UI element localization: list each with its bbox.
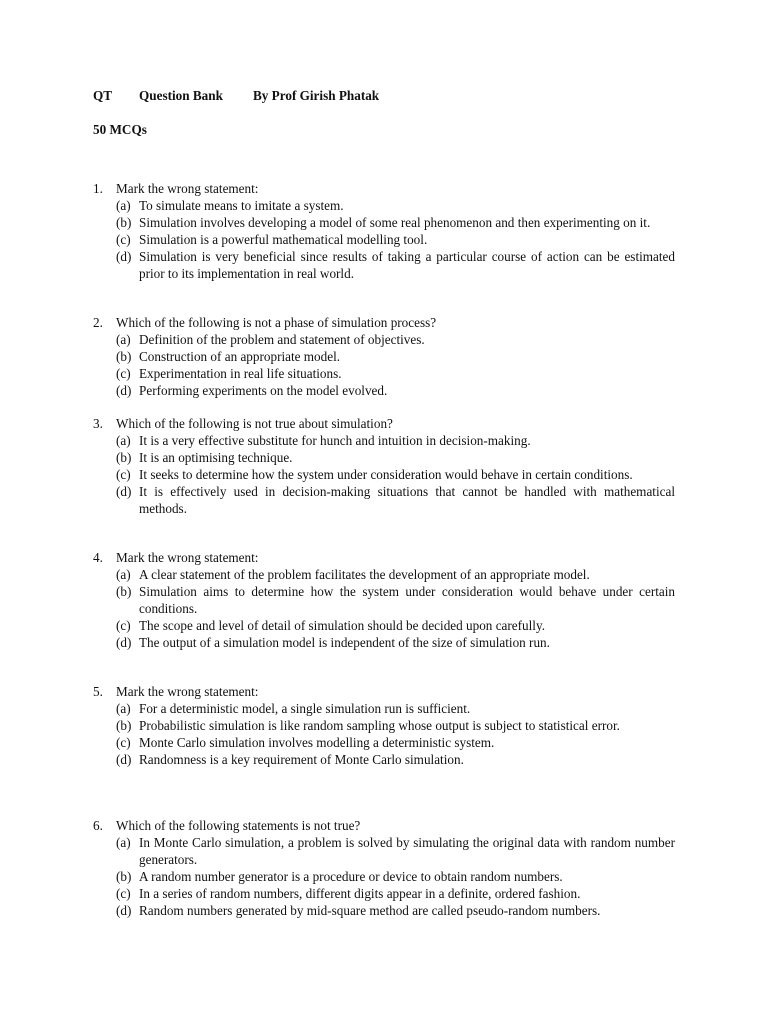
option-label: (a) [116,432,131,448]
question-text: Which of the following is not true about simulation? [116,416,393,431]
question-number: 3. [93,416,103,431]
option-d [93,903,675,920]
option-d [93,752,675,769]
header-subject: QT [93,88,113,103]
option-text: Simulation involves developing a model of some real phenomenon and then experimenting on it. [139,214,651,230]
question-1 [93,181,675,282]
option-label: (a) [116,834,131,850]
option-text: Probabilistic simulation is like random sampling whose output is subject to statistical error. [139,717,620,733]
option-label: (d) [116,751,132,767]
option-label: (c) [116,885,131,901]
option-c [93,618,675,635]
question-text: Mark the wrong statement: [116,181,259,196]
question-6 [93,818,675,919]
question-stem [93,818,675,835]
question-2 [93,315,675,400]
option-label: (d) [116,248,132,264]
question-stem [93,315,675,332]
option-label: (b) [116,449,132,465]
option-text: Monte Carlo simulation involves modelling a deterministic system. [139,734,495,750]
option-b [93,869,675,886]
option-a [93,701,675,718]
option-text: It is a very effective substitute for hunch and intuition in decision-making. [139,432,531,448]
question-5 [93,684,675,769]
option-a [93,332,675,349]
option-text: It is effectively used in decision-making situations that cannot be handled with mathematical methods. [139,483,675,516]
question-stem [93,181,675,198]
question-text: Which of the following statements is not true? [116,818,361,833]
option-label: (c) [116,365,131,381]
document-header [93,88,379,104]
option-b [93,718,675,735]
question-number: 6. [93,818,103,833]
question-3 [93,416,675,517]
question-number: 4. [93,550,103,565]
question-number: 5. [93,684,103,699]
question-4 [93,550,675,651]
question-number: 1. [93,181,103,196]
option-d [93,635,675,652]
question-stem [93,550,675,567]
option-text: Performing experiments on the model evolved. [139,382,388,398]
option-text: For a deterministic model, a single simulation run is sufficient. [139,700,471,716]
header-author: By Prof Girish Phatak [253,88,380,103]
option-label: (d) [116,483,132,499]
option-text: The output of a simulation model is independent of the size of simulation run. [139,634,550,650]
option-text: Definition of the problem and statement of objectives. [139,331,425,347]
question-stem [93,416,675,433]
option-text: Construction of an appropriate model. [139,348,341,364]
question-text: Which of the following is not a phase of simulation process? [116,315,437,330]
option-text: The scope and level of detail of simulation should be decided upon carefully. [139,617,545,633]
option-c [93,886,675,903]
subtitle: 50 MCQs [93,122,147,137]
question-text: Mark the wrong statement: [116,550,259,565]
option-label: (c) [116,734,131,750]
option-a [93,433,675,450]
option-c [93,735,675,752]
option-label: (d) [116,382,132,398]
option-label: (a) [116,331,131,347]
option-label: (b) [116,583,132,599]
option-text: Simulation is very beneficial since results of taking a particular course of action can be estimated prior to its implementation in real world. [139,248,675,281]
option-a [93,567,675,584]
option-text: It seeks to determine how the system under consideration would behave in certain conditions. [139,466,633,482]
option-label: (a) [116,700,131,716]
question-number: 2. [93,315,103,330]
option-b [93,215,675,232]
option-text: In a series of random numbers, different digits appear in a definite, ordered fashion. [139,885,581,901]
option-label: (a) [116,197,131,213]
option-b [93,349,675,366]
option-label: (c) [116,617,131,633]
option-text: A random number generator is a procedure or device to obtain random numbers. [139,868,563,884]
option-a [93,198,675,215]
option-d [93,383,675,400]
option-text: Experimentation in real life situations. [139,365,342,381]
option-label: (a) [116,566,131,582]
option-text: A clear statement of the problem facilitates the development of an appropriate model. [139,566,590,582]
option-label: (b) [116,348,132,364]
option-text: It is an optimising technique. [139,449,293,465]
option-text: Randomness is a key requirement of Monte Carlo simulation. [139,751,464,767]
option-label: (b) [116,868,132,884]
question-text: Mark the wrong statement: [116,684,259,699]
option-text: Simulation aims to determine how the system under consideration would behave under certain conditions. [139,583,675,616]
option-b [93,584,675,618]
header-bank: Question Bank [139,88,223,103]
option-label: (b) [116,214,132,230]
option-text: In Monte Carlo simulation, a problem is solved by simulating the original data with random number generators. [139,834,675,867]
option-a [93,835,675,869]
option-text: Random numbers generated by mid-square method are called pseudo-random numbers. [139,902,601,918]
option-d [93,484,675,518]
option-c [93,366,675,383]
option-b [93,450,675,467]
option-label: (d) [116,634,132,650]
option-label: (c) [116,466,131,482]
option-label: (d) [116,902,132,918]
option-label: (c) [116,231,131,247]
question-stem [93,684,675,701]
option-label: (b) [116,717,132,733]
option-d [93,249,675,283]
option-c [93,467,675,484]
option-text: Simulation is a powerful mathematical modelling tool. [139,231,428,247]
option-c [93,232,675,249]
option-text: To simulate means to imitate a system. [139,197,344,213]
